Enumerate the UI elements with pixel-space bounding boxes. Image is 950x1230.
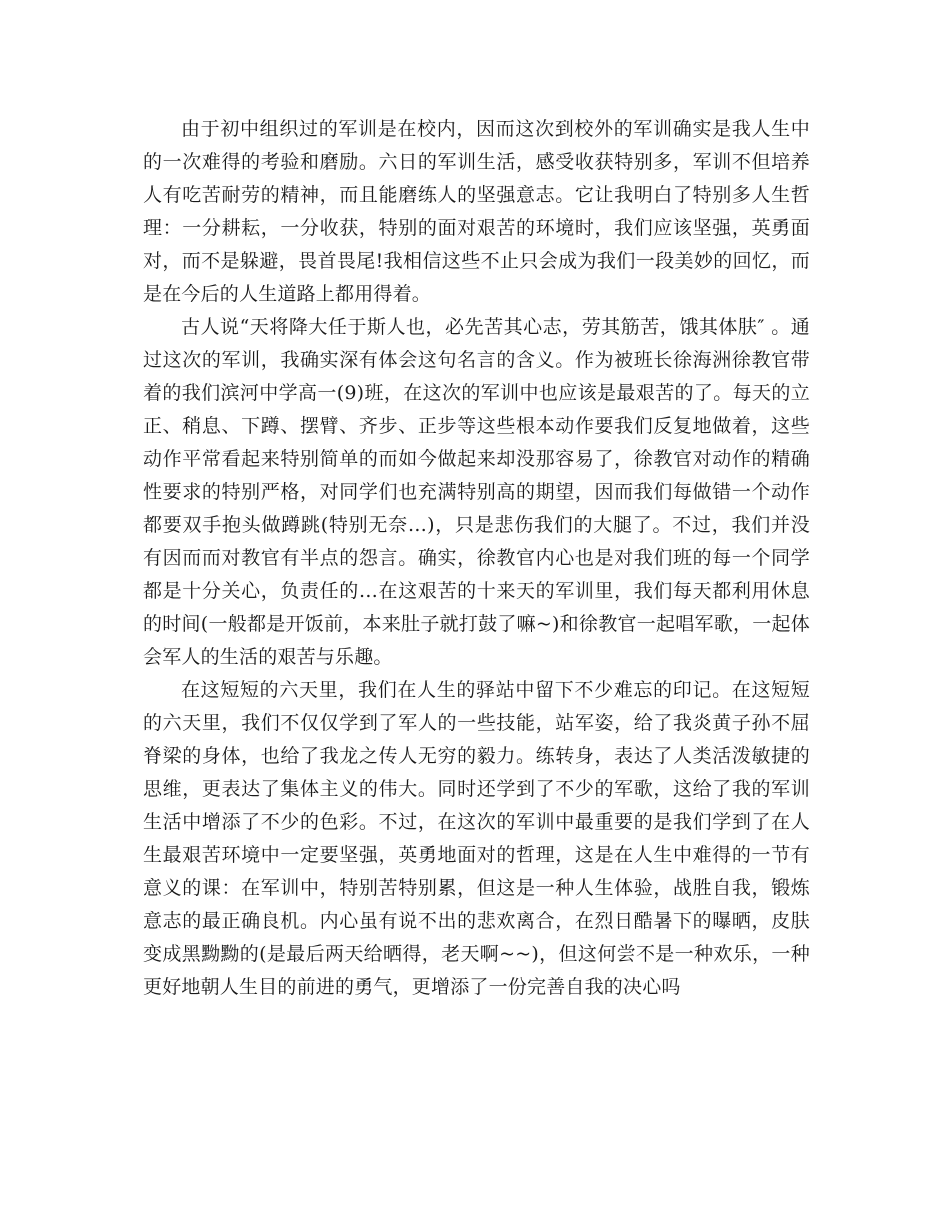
document-body bbox=[143, 113, 810, 1004]
paragraph-3: 在这短短的六天里，我们在人生的驿站中留下不少难忘的印记。在这短短的六天里，我们不仅仅学到了军人的一些技能，站军姿，给了我炎黄子孙不屈脊梁的身体，也给了我龙之传人无穷的毅力。练转身，表达了人类活泼敏捷的思维，更表达了集体主义的伟大。同时还学到了不少的军歌，这给了我的军训生活中增添了不少的色彩。不过，在这次的军训中最重要的是我们学到了在人生最艰苦环境中一定要坚强，英勇地面对的哲理，这是在人生中难得的一节有意义的课：在军训中，特别苦特别累，但这是一种人生体验，战胜自我，锻炼意志的最正确良机。内心虽有说不出的悲欢离合，在烈日酷暑下的曝晒，皮肤变成黑黝黝的(是最后两天给晒得，老天啊~~)，但这何尝不是一种欢乐，一种更好地朝人生目的前进的勇气，更增添了一份完善自我的决心吗 bbox=[143, 679, 810, 998]
paragraph-1: 由于初中组织过的军训是在校内，因而这次到校外的军训确实是我人生中的一次难得的考验和磨励。六日的军训生活，感受收获特别多，军训不但培养人有吃苦耐劳的精神，而且能磨练人的坚强意志。它让我明白了特别多人生哲理：一分耕耘，一分收获，特别的面对艰苦的环境时，我们应该坚强，英勇面对，而不是躲避，畏首畏尾!我相信这些不止只会成为我们一段美妙的回忆，而是在今后的人生道路上都用得着。 bbox=[143, 118, 810, 305]
paragraph-2: 古人说“天将降大任于斯人也，必先苦其心志，劳其筋苦，饿其体肤″ 。通过这次的军训，我确实深有体会这句名言的含义。作为被班长徐海洲徐教官带着的我们滨河中学高一(9)班，在这次的军训中也应该是最艰苦的了。每天的立正、稍息、下蹲、摆臂、齐步、正步等这些根本动作要我们反复地做着，这些动作平常看起来特别简单的而如今做起来却没那容易了，徐教官对动作的精确性要求的特别严格，对同学们也充满特别高的期望，因而我们每做错一个动作都要双手抱头做蹲跳(特别无奈…)，只是悲伤我们的大腿了。不过，我们并没有因而而对教官有半点的怨言。确实，徐教官内心也是对我们班的每一个同学都是十分关心，负责任的…在这艰苦的十来天的军训里，我们每天都利用休息的时间(一般都是开饭前，本来肚子就打鼓了嘛~)和徐教官一起唱军歌，一起体会军人的生活的艰苦与乐趣。 bbox=[143, 316, 810, 668]
